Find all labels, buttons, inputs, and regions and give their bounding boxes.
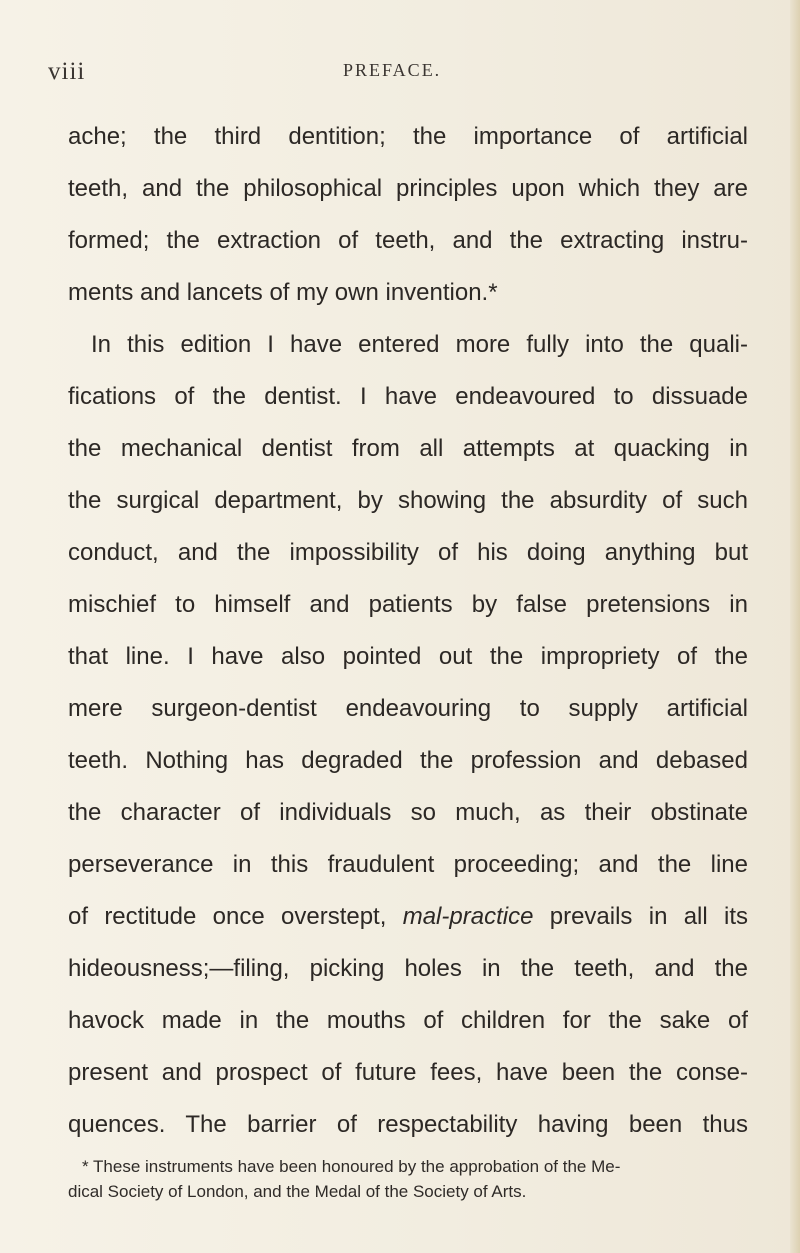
- text-line-18: havock made in the mouths of children for the sake of: [68, 1007, 748, 1034]
- body-text: [68, 111, 748, 1151]
- running-head: PREFACE.: [343, 60, 442, 80]
- text-line-19: present and prospect of future fees, have been the conse-: [68, 1059, 748, 1086]
- italic-term: mal-practice: [402, 903, 534, 930]
- text-line-8: the surgical department, by showing the absurdity of such: [68, 487, 748, 514]
- text-line-14: the character of individuals so much, as their obstinate: [68, 799, 748, 826]
- text-line-11: that line. I have also pointed out the impropriety of the: [68, 643, 748, 670]
- text-line-16-end: prevails in all its: [549, 903, 748, 930]
- text-line-9: conduct, and the impossibility of his doing anything but: [68, 539, 748, 566]
- text-line-17: hideousness;—filing, picking holes in the teeth, and the: [68, 955, 748, 982]
- page-edge-shadow: [790, 0, 800, 1253]
- text-line-4: ments and lancets of my own invention.*: [68, 279, 498, 306]
- text-line-2: teeth, and the philosophical principles upon which they are: [68, 175, 748, 202]
- page-number: viii: [48, 58, 86, 85]
- text-line-16-start: of rectitude once overstept,: [68, 903, 387, 930]
- text-line-13: teeth. Nothing has degraded the profession and debased: [68, 747, 748, 774]
- footnote: [68, 1154, 758, 1204]
- text-line-5: In this edition I have entered more fully into the quali-: [91, 331, 748, 358]
- text-line-7: the mechanical dentist from all attempts at quacking in: [68, 435, 748, 462]
- text-line-15: perseverance in this fraudulent proceeding; and the line: [68, 851, 748, 878]
- footnote-line-2: dical Society of London, and the Medal of the Society of Arts.: [68, 1182, 527, 1201]
- text-line-12: mere surgeon-dentist endeavouring to supply artificial: [68, 695, 748, 722]
- footnote-line-1: * These instruments have been honoured by the approbation of the Me-: [82, 1157, 621, 1176]
- text-line-10: mischief to himself and patients by false pretensions in: [68, 591, 748, 618]
- page-header: [48, 56, 748, 92]
- text-line-16: [68, 891, 748, 943]
- text-line-6: fications of the dentist. I have endeavoured to dissuade: [68, 383, 748, 410]
- text-line-20: quences. The barrier of respectability having been thus: [68, 1111, 748, 1138]
- text-line-3: formed; the extraction of teeth, and the extracting instru-: [68, 227, 748, 254]
- text-line-1: ache; the third dentition; the importance of artificial: [68, 123, 748, 150]
